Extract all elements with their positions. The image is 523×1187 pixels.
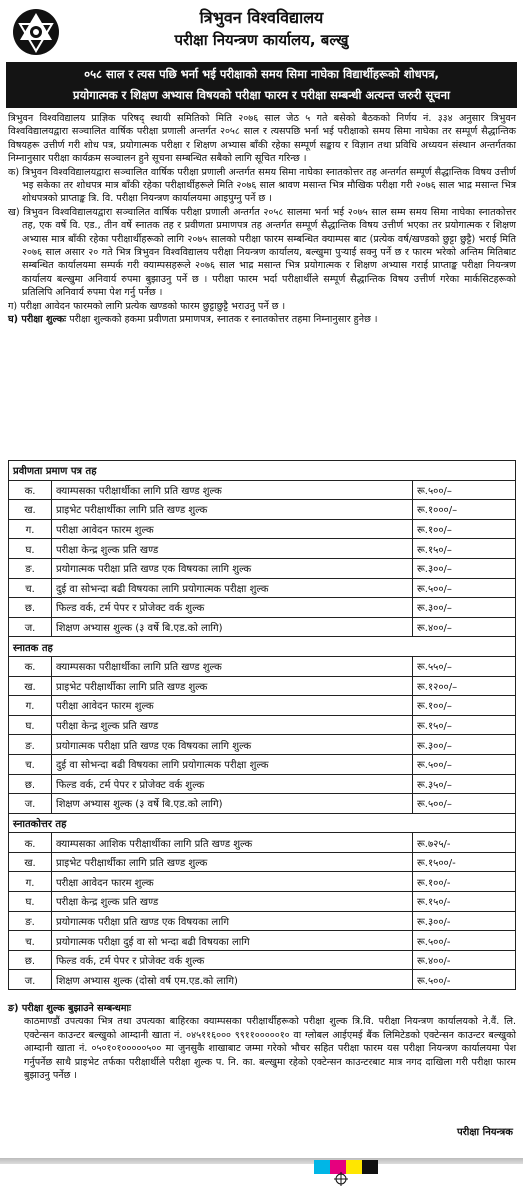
table-row — [9, 911, 516, 931]
fee-row-description: परीक्षा केन्द्र शुल्क प्रति खण्ड — [52, 539, 413, 559]
payment-title: परीक्षा शुल्क बुझाउने सम्बन्धमाः — [21, 1003, 131, 1014]
table-row — [9, 578, 516, 598]
table-row — [9, 558, 516, 578]
fee-row-amount: रू.१५०/– — [413, 715, 516, 735]
fee-row-amount: रू.१५०/– — [413, 539, 516, 559]
table-row — [9, 598, 516, 618]
fee-row-serial: घ. — [9, 892, 52, 912]
table-row — [9, 676, 516, 696]
banner-line-1: ०५८ साल र त्यस पछि भर्ना भई परीक्षाको समय सिमा नाघेका विद्यार्थीहरूको शोधपत्र, — [84, 67, 439, 81]
fee-row-serial: छ. — [9, 598, 52, 618]
fee-row-amount: रू.१२००/– — [413, 676, 516, 696]
fee-row-serial: ग. — [9, 696, 52, 716]
fee-row-description: फिल्ड वर्क, टर्म पेपर र प्रोजेक्ट वर्क शुल्क — [52, 598, 413, 618]
fee-row-description: परीक्षा केन्द्र शुल्क प्रति खण्ड — [52, 715, 413, 735]
fee-row-amount: रू.५००/– — [413, 578, 516, 598]
fee-row-description: शिक्षण अभ्यास शुल्क (३ वर्षे बि.एड.को लागि) — [52, 794, 413, 814]
point-text: परीक्षा आवेदन फारमको लागि प्रत्येक खण्डको फारम छुट्टाछुट्टै भराउनु पर्ने छ । — [20, 300, 286, 312]
table-row — [9, 872, 516, 892]
table-row — [9, 656, 516, 676]
fee-row-serial: ख. — [9, 676, 52, 696]
fee-section-title: स्नातक तह — [9, 637, 516, 657]
header — [0, 0, 523, 60]
fee-row-description: क्याम्पसका आशिक परीक्षार्थीका लागि प्रति खण्ड शुल्क — [52, 833, 413, 853]
fee-row-amount: रू.१०००/– — [413, 500, 516, 520]
payment-text: काठमाण्डौं उपत्यका भित्र तथा उपत्यका बाहिरका क्याम्पसका परीक्षार्थीहरूको परीक्षा शुल्क त्रि.वि. परीक्षा नियन्त्रण कार्यालयको ने.वैं. लि. एक्टेन्सन काउन्टर बल्खुको आम्दानी खाता नं. ०४५११६००० ९९११०००००१० वा ग्लोबल आईएमई बैंक लिमिटेडको एक्टेन्सन काउन्टर बल्खुको आम्दानी खाता नं. ०५०१०१०००००५०० मा जुनसुकै शाखाबाट जम्मा गरेको भौचर सहित परीक्षा फारम यस परीक्षा नियन्त्रण कार्यालयमा पेश गर्नुपर्नेछ साथै प्राइभेट तर्फका परीक्षार्थीले परीक्षा शुल्क प. नि. का. बल्खुमा रहेको एक्टेन्सन काउन्टरबाट मात्र नगद दाखिला गरी परीक्षा फारम बुझाउनु पर्नेछ । — [24, 1016, 516, 1082]
table-row — [9, 852, 516, 872]
point-head: परीक्षा शुल्कः — [21, 314, 67, 326]
fee-row-serial: ङ. — [9, 558, 52, 578]
point-gha — [8, 313, 516, 326]
point-text: परीक्षा शुल्कको हकमा प्रवीणता प्रमाणपत्र, स्नातक र स्नातकोत्तर तहमा निम्नानुसार हुनेछ । — [69, 314, 378, 326]
fee-row-serial: छ. — [9, 950, 52, 970]
fee-row-description: क्याम्पसका परीक्षार्थीका लागि प्रति खण्ड शुल्क — [52, 480, 413, 500]
fee-row-description: फिल्ड वर्क, टर्म पेपर र प्रोजेक्ट वर्क शुल्क — [52, 950, 413, 970]
fee-row-amount: रू.३००/– — [413, 558, 516, 578]
fee-row-serial: छ. — [9, 774, 52, 794]
fee-row-description: दुई वा सोभन्दा बढी विषयका लागि प्रयोगात्मक परीक्षा शुल्क — [52, 754, 413, 774]
fee-row-description: फिल्ड वर्क, टर्म पेपर र प्रोजेक्ट वर्क शुल्क — [52, 774, 413, 794]
point-marker: ख) — [8, 206, 20, 218]
table-row — [9, 754, 516, 774]
fee-row-description: प्रयोगात्मक परीक्षा प्रति खण्ड एक विषयका लागि — [52, 911, 413, 931]
fee-row-serial: च. — [9, 578, 52, 598]
fee-row-amount: रू.५५०/– — [413, 656, 516, 676]
table-row — [9, 539, 516, 559]
fee-row-serial: ङ. — [9, 911, 52, 931]
fee-row-serial: ज. — [9, 970, 52, 990]
yellow-bar — [346, 1160, 362, 1174]
fee-row-amount: रू.१००/– — [413, 696, 516, 716]
registration-crosshair-icon — [334, 1172, 348, 1186]
fee-row-amount: रू.५००/- — [413, 931, 516, 951]
fee-row-serial: घ. — [9, 715, 52, 735]
fee-row-description: क्याम्पसका परीक्षार्थीका लागि प्रति खण्ड शुल्क — [52, 656, 413, 676]
fee-row-description: प्राइभेट परीक्षार्थीका लागि प्रति खण्ड शुल्क — [52, 676, 413, 696]
payment-section — [8, 1002, 516, 1082]
fee-table — [8, 460, 516, 990]
fee-row-serial: ग. — [9, 519, 52, 539]
fee-row-serial: ज. — [9, 794, 52, 814]
table-row — [9, 950, 516, 970]
fee-row-amount: रू.३५०/– — [413, 774, 516, 794]
payment-heading — [8, 1002, 516, 1015]
fee-row-description: परीक्षा केन्द्र शुल्क प्रति खण्ड — [52, 892, 413, 912]
fee-row-description: प्राइभेट परीक्षार्थीका लागि प्रति खण्ड शुल्क — [52, 852, 413, 872]
point-marker: क) — [8, 166, 20, 178]
fee-row-description: प्राइभेट परीक्षार्थीका लागि प्रति खण्ड शुल्क — [52, 500, 413, 520]
fee-row-amount: रू.१००/- — [413, 872, 516, 892]
notice-body — [8, 112, 516, 327]
table-row — [9, 931, 516, 951]
point-ga — [8, 300, 516, 313]
fee-section-header — [9, 637, 516, 657]
fee-section-title: स्नातकोत्तर तह — [9, 813, 516, 833]
point-kha — [8, 206, 516, 300]
point-marker: घ) — [8, 314, 19, 326]
fee-row-serial: च. — [9, 931, 52, 951]
notice-banner — [6, 62, 517, 108]
office-name: परीक्षा नियन्त्रण कार्यालय, बल्खु — [174, 31, 349, 49]
fee-row-amount: रू.४००/- — [413, 950, 516, 970]
fee-row-description: शिक्षण अभ्यास शुल्क (दोस्रो वर्ष एम.एड.को लागि) — [52, 970, 413, 990]
fee-row-serial: क. — [9, 480, 52, 500]
cyan-bar — [314, 1160, 330, 1174]
fee-row-serial: घ. — [9, 539, 52, 559]
university-name: त्रिभुवन विश्वविद्यालय — [199, 8, 324, 27]
fee-row-amount: रू.३००/- — [413, 911, 516, 931]
banner-line-2: प्रयोगात्मक र शिक्षण अभ्यास विषयको परीक्षा फारम र परीक्षा सम्बन्धी अत्यन्त जरुरी सूचना — [73, 88, 450, 102]
point-marker: ग) — [8, 300, 18, 312]
table-row — [9, 617, 516, 637]
table-row — [9, 735, 516, 755]
fee-row-serial: ज. — [9, 617, 52, 637]
fee-row-amount: रू.३००/– — [413, 735, 516, 755]
fee-row-serial: क. — [9, 656, 52, 676]
fee-row-amount: रू.५००/– — [413, 480, 516, 500]
table-row — [9, 480, 516, 500]
table-row — [9, 794, 516, 814]
signature: परीक्षा नियन्त्रक — [457, 1127, 513, 1138]
point-text: त्रिभुवन विश्वविद्यालयद्वारा सञ्चालित वार्षिक परीक्षा प्रणाली अन्तर्गत समय सिमा नाघेका स्नातकोत्तर तह अन्तर्गत सम्पूर्ण सैद्धान्तिक विषय उत्तीर्ण भइ सकेका तर शोधपत्र मात्र बाँकी रहेका परीक्षार्थीहरूले मिति २०७६ साल श्रावण मसान्त भित्र मौखिक परीक्षा गरी २०७६ साल भाद्र मसान्त भित्र शोधपत्रको प्राप्ताङ्क त्रि. वि. परीक्षा नियन्त्रण कार्यालयमा आइपुग्नु पर्ने छ । — [22, 166, 516, 205]
fee-row-description: परीक्षा आवेदन फारम शुल्क — [52, 872, 413, 892]
table-row — [9, 774, 516, 794]
fee-row-amount: रू.७२५/- — [413, 833, 516, 853]
fee-row-serial: ग. — [9, 872, 52, 892]
black-bar — [362, 1160, 378, 1174]
table-row — [9, 500, 516, 520]
fee-row-amount: रू.५००/– — [413, 754, 516, 774]
fee-row-amount: रू.५००/– — [413, 794, 516, 814]
fee-row-amount: रू.३००/– — [413, 598, 516, 618]
fee-row-serial: ख. — [9, 852, 52, 872]
point-marker: ङ) — [8, 1003, 19, 1014]
fee-row-description: परीक्षा आवेदन फारम शुल्क — [52, 519, 413, 539]
table-row — [9, 519, 516, 539]
footer-rule — [0, 1158, 523, 1164]
fee-row-amount: रू.५००/- — [413, 970, 516, 990]
fee-row-description: प्रयोगात्मक परीक्षा प्रति खण्ड एक विषयका लागि शुल्क — [52, 735, 413, 755]
fee-row-amount: रू.१००/– — [413, 519, 516, 539]
fee-row-amount: रू.१५०/- — [413, 892, 516, 912]
table-row — [9, 696, 516, 716]
fee-row-description: प्रयोगात्मक परीक्षा प्रति खण्ड एक विषयका लागि शुल्क — [52, 558, 413, 578]
fee-row-description: दुई वा सोभन्दा बढी विषयका लागि प्रयोगात्मक परीक्षा शुल्क — [52, 578, 413, 598]
table-row — [9, 892, 516, 912]
table-row — [9, 970, 516, 990]
point-ka — [8, 166, 516, 206]
fee-row-description: प्रयोगात्मक परीक्षा दुई वा सो भन्दा बढी विषयका लागि — [52, 931, 413, 951]
fee-section-header — [9, 461, 516, 481]
table-row — [9, 715, 516, 735]
fee-row-amount: रू.१५००/- — [413, 852, 516, 872]
fee-row-serial: च. — [9, 754, 52, 774]
fee-section-header — [9, 813, 516, 833]
fee-row-description: शिक्षण अभ्यास शुल्क (३ वर्षे बि.एड.को लागि) — [52, 617, 413, 637]
fee-row-serial: क. — [9, 833, 52, 853]
fee-row-description: परीक्षा आवेदन फारम शुल्क — [52, 696, 413, 716]
fee-row-amount: रू.४००/– — [413, 617, 516, 637]
intro-paragraph: त्रिभुवन विश्वविद्यालय प्राज्ञिक परिषद् स्थायी समितिको मिति २०७६ साल जेठ ५ गते बसेको बैठकको निर्णय नं. ३३४ अनुसार त्रिभुवन विश्वविद्यालयद्वारा सञ्चालित वार्षिक परीक्षा प्रणाली अन्तर्गत २०५८ साल र त्यसपछि भर्ना भई परीक्षाको समय सिमा नाघेका तर सम्पूर्ण सैद्धान्तिक विषयहरू उत्तीर्ण गरी शोध पत्र, प्रयोगात्मक परीक्षा र शिक्षण अभ्यास बाँकी रहेका सम्पूर्ण सङ्काय र विज्ञान तथा प्रविधि अध्ययन संस्थान अन्तर्गतका निम्नानुसार परीक्षा कार्यक्रम सञ्चालन हुने सूचना सम्बन्धित सबैको लागि सूचित गरिन्छ । — [8, 113, 516, 165]
fee-row-serial: ख. — [9, 500, 52, 520]
fee-row-serial: ङ. — [9, 735, 52, 755]
point-text: त्रिभुवन विश्वविद्यालयद्वारा सञ्चालित वार्षिक परीक्षा प्रणाली अन्तर्गत २०५८ सालमा भर्ना भई २०७५ साल सम्म समय सिमा नाघेका स्नातकोत्तर तह, एक वर्षे वि. एड., तीन वर्षे स्नातक तह र प्रवीणता प्रमाणपत्र तह अन्तर्गत सम्पूर्ण सैद्धान्तिक विषय उत्तीर्ण भएका तर प्रयोगात्मक र शिक्षण अभ्यास मात्र बाँकी रहेका परीक्षार्थीहरूको लागि २०७५ सालको परीक्षा फारम सम्बन्धित क्याम्पस बाट (प्रत्येक वर्ष/खण्डको छुट्टा छुट्टै) भराई मिति २०७६ साल असार २० गते भित्र त्रिभुवन विश्वविद्यालय परीक्षा नियन्त्रण कार्यालय, बल्खुमा पुऱ्याई सक्नु पर्ने छ र फारम भरेको अन्तिम मितिबाट सम्बन्धित कार्यालयमा सम्पर्क गरी क्याम्पसहरूले २०७६ साल भाद्र मसान्त भित्र प्रयोगात्मक र शिक्षण अभ्यास गराई प्राप्ताङ्क परीक्षा नियन्त्रण कार्यालय बल्खुमा अनिवार्य रुपमा बुझाउनु पर्ने छ । परीक्षा फारम भर्दा परीक्षार्थीले सम्पूर्ण सैद्धान्तिक विषय उत्तीर्ण गरेका मार्कसिटहरूको प्रतिलिपि अनिवार्य रुपमा पेश गर्नु पर्नेछ । — [22, 206, 516, 299]
table-row — [9, 833, 516, 853]
fee-section-title: प्रवीणता प्रमाण पत्र तह — [9, 461, 516, 481]
